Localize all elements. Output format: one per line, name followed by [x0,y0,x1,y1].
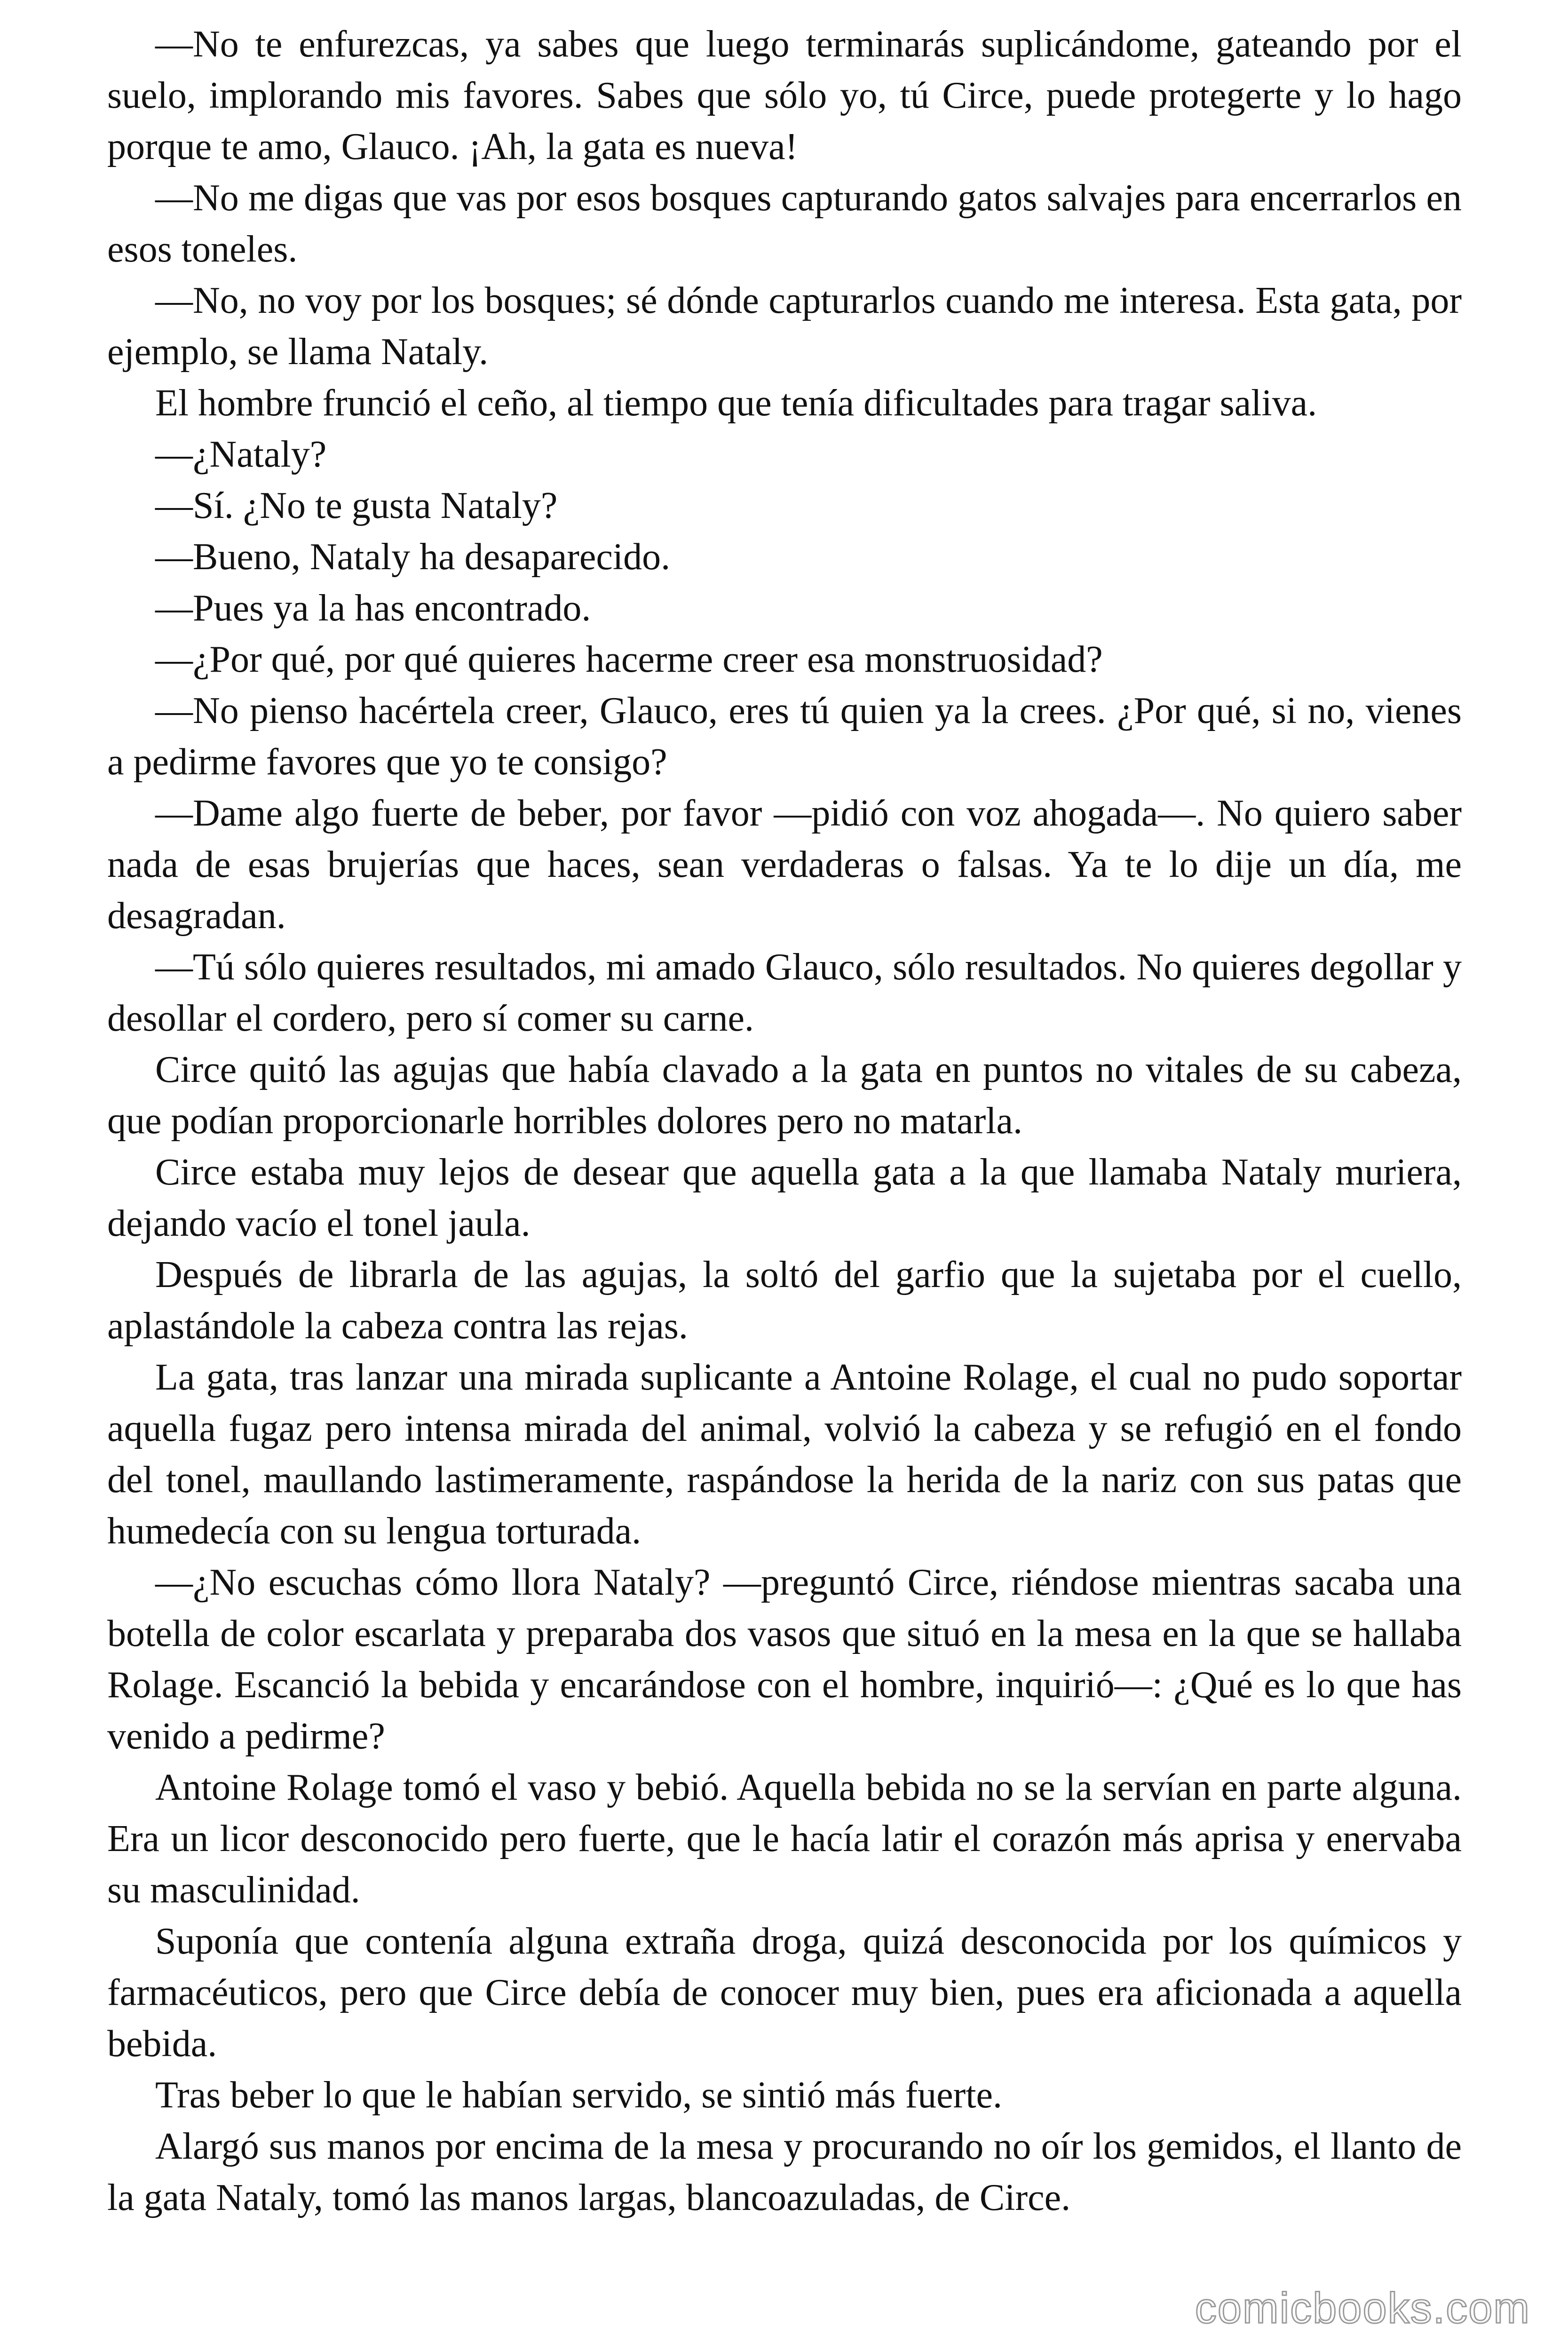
paragraph: Alargó sus manos por encima de la mesa y procurando no oír los gemidos, el llanto de la gata Nataly, tomó las manos largas, blancoazuladas, de Circe. [107,2126,1462,2218]
paragraph: —No te enfurezcas, ya sabes que luego terminarás suplicándome, gateando por el suelo, implorando mis favores. Sabes que sólo yo, tú Circe, puede protegerte y lo hago porque te amo, Glauco. ¡Ah, la gata es nueva! [107,24,1462,167]
paragraph: —Dame algo fuerte de beber, por favor —pidió con voz ahogada—. No quiero saber nada de esas brujerías que haces, sean verdaderas o falsas. Ya te lo dije un día, me desagradan. [107,793,1462,937]
watermark-logo: comicbooks.com [1195,2284,1530,2332]
paragraph: Circe estaba muy lejos de desear que aquella gata a la que llamaba Nataly muriera, dejando vacío el tonel jaula. [107,1152,1462,1244]
paragraph: —Tú sólo quieres resultados, mi amado Glauco, sólo resultados. No quieres degollar y desollar el cordero, pero sí comer su carne. [107,946,1462,1039]
paragraph: —Pues ya la has encontrado. [155,588,591,629]
book-page-text [107,19,1462,2224]
paragraph: Después de librarla de las agujas, la soltó del garfio que la sujetaba por el cuello, aplastándole la cabeza contra las rejas. [107,1254,1462,1347]
paragraph: Suponía que contenía alguna extraña droga, quizá desconocida por los químicos y farmacéuticos, pero que Circe debía de conocer muy bien, pues era aficionada a aquella bebida. [107,1921,1462,2065]
paragraph: Antoine Rolage tomó el vaso y bebió. Aquella bebida no se la servían en parte alguna. Era un licor desconocido pero fuerte, que le hacía latir el corazón más aprisa y enervaba su masculinidad. [107,1767,1462,1911]
paragraph: —¿No escuchas cómo llora Nataly? —preguntó Circe, riéndose mientras sacaba una botella de color escarlata y preparaba dos vasos que situó en la mesa en la que se hallaba Rolage. Escanció la bebida y encarándose con el hombre, inquirió—: ¿Qué es lo que has venido a pedirme? [107,1562,1462,1757]
paragraph: La gata, tras lanzar una mirada suplicante a Antoine Rolage, el cual no pudo soportar aquella fugaz pero intensa mirada del animal, volvió la cabeza y se refugió en el fondo del tonel, maullando lastimeramente, raspándose la herida de la nariz con sus patas que humedecía con su lengua torturada. [107,1357,1462,1552]
paragraph: —No me digas que vas por esos bosques capturando gatos salvajes para encerrarlos en esos toneles. [107,177,1462,270]
paragraph: —¿Nataly? [155,434,327,475]
paragraph: Circe quitó las agujas que había clavado a la gata en puntos no vitales de su cabeza, que podían proporcionarle horribles dolores pero no matarla. [107,1049,1462,1142]
paragraph: El hombre frunció el ceño, al tiempo que tenía dificultades para tragar saliva. [155,382,1317,424]
paragraph: Tras beber lo que le habían servido, se sintió más fuerte. [155,2074,1003,2116]
paragraph: —¿Por qué, por qué quieres hacerme creer esa monstruosidad? [155,639,1103,680]
paragraph: —Bueno, Nataly ha desaparecido. [155,536,671,578]
paragraph: —Sí. ¿No te gusta Nataly? [155,485,558,526]
paragraph: —No pienso hacértela creer, Glauco, eres tú quien ya la crees. ¿Por qué, si no, vienes a pedirme favores que yo te consigo? [107,690,1462,783]
paragraph: —No, no voy por los bosques; sé dónde capturarlos cuando me interesa. Esta gata, por ejemplo, se llama Nataly. [107,280,1462,373]
